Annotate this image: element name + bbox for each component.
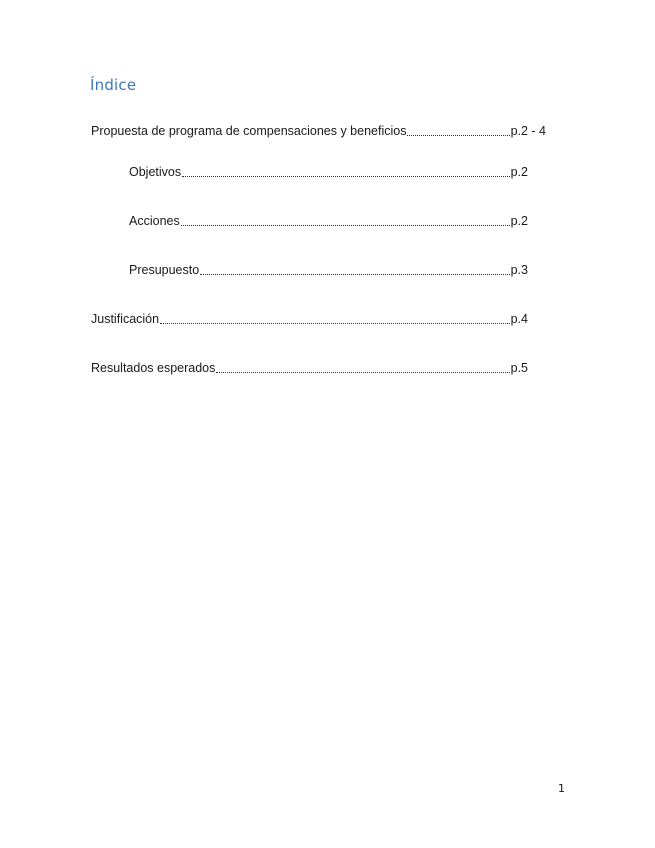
dot-leader [160,322,510,324]
toc-title: Índice [90,76,137,94]
toc-entry-page: p.3 [510,263,528,277]
toc-entry-page: p.4 [510,312,528,326]
toc-entry-page: p.2 [510,165,528,179]
toc-entry-resultados[interactable] [91,360,528,376]
toc-entry-propuesta[interactable] [91,123,546,139]
page-number: 1 [558,782,565,795]
dot-leader [200,273,509,275]
toc-entry-text: Presupuesto [129,263,200,277]
dot-leader [181,224,510,226]
toc-entry-text: Justificación [91,312,160,326]
toc-entry-page: p.2 - 4 [510,124,546,138]
toc-entry-text: Objetivos [129,165,182,179]
toc-entry-page: p.2 [510,214,528,228]
toc-entry-text: Resultados esperados [91,361,216,375]
toc-entry-justificacion[interactable] [91,311,528,327]
toc-entry-text: Propuesta de programa de compensaciones y beneficios [91,124,407,138]
toc-entry-presupuesto[interactable] [129,262,528,278]
toc-entry-objetivos[interactable] [129,164,528,180]
toc-entry-acciones[interactable] [129,213,528,229]
dot-leader [216,371,509,373]
dot-leader [407,134,509,136]
toc-entry-text: Acciones [129,214,180,228]
dot-leader [182,175,510,177]
toc-entry-page: p.5 [510,361,528,375]
